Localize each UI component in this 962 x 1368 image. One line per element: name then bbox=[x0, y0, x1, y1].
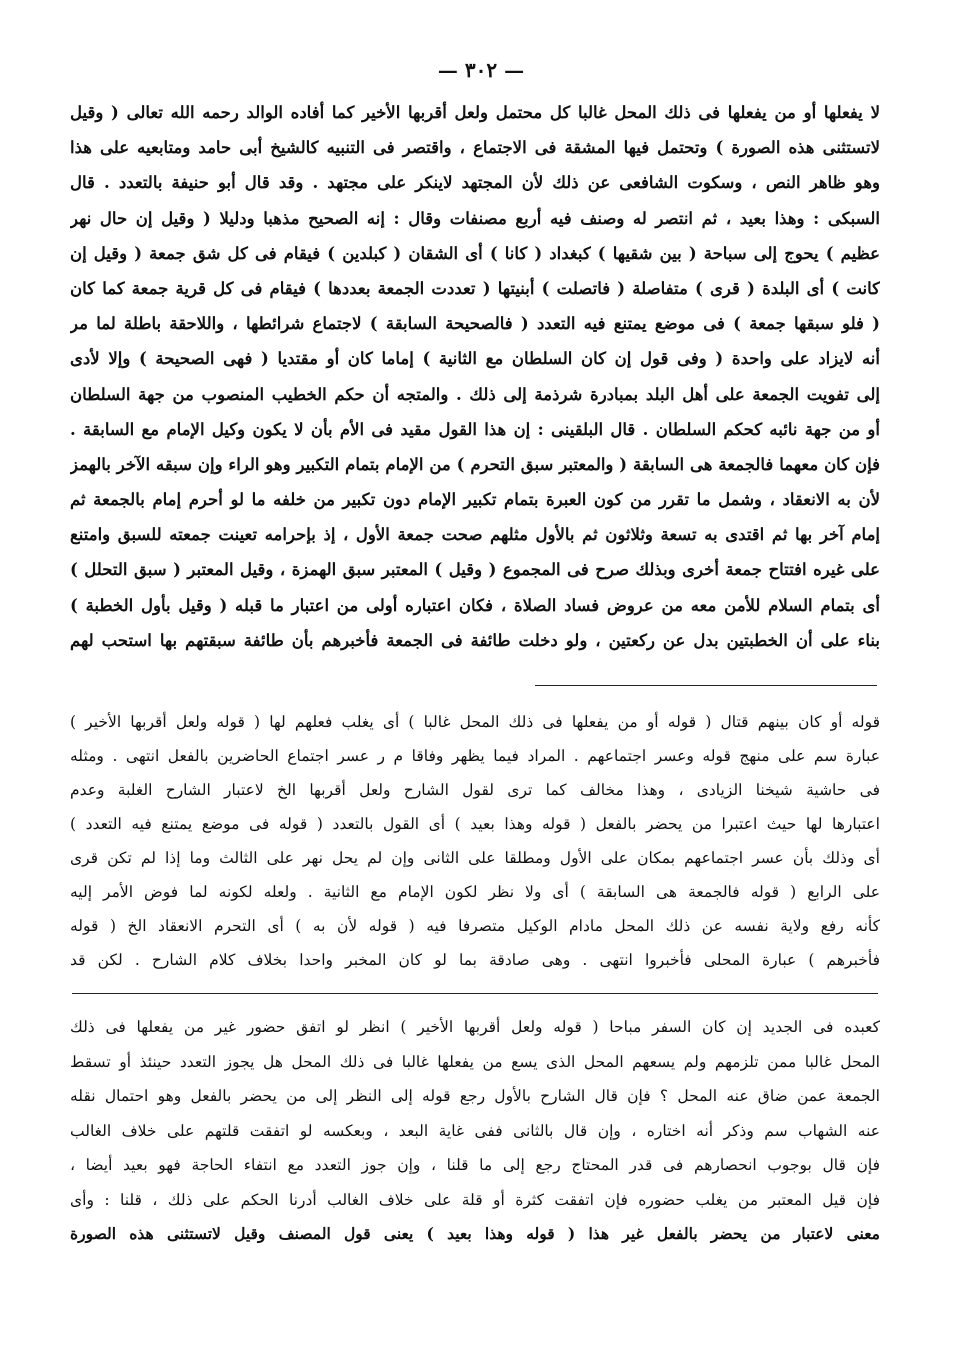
main-text-line: ( فلو سبقها جمعة ) فى موضع يمتنع فيه التعدد ( فالصحيحة السابقة ) لاجتماع شرائطها ، واللاحقة باطلة لما مر bbox=[70, 314, 880, 334]
main-text-line: عظيم ) يحوج إلى سباحة ( بين شقيها ) كبغداد ( كانا ) أى الشقان ( كبلدين ) فيقام فى كل شق جمعة ( وقيل إن bbox=[70, 243, 880, 263]
commentary-line: عنه الشهاب سم وذكر أنه اختاره ، وإن قال بالثانى ففى غاية البعد ، وبعكسه لو اتفقت قلتهم على خلاف الغالب bbox=[70, 1121, 880, 1140]
commentary-line: قوله أو كان بينهم قتال ( قوله أو من يفعلها فى ذلك المحل غالبا ) أى يغلب فعلهم لها ( قوله ولعل أقربها الأخير ) bbox=[70, 713, 880, 731]
main-text-line: لأن به الانعقاد ، وشمل ما تقرر من كون العبرة بتمام تكبير الإمام دون تكبير من خلفه ما لو أحرم إمام بالجمعة ثم bbox=[70, 490, 880, 510]
commentary-line: فأخبرهم ) عبارة المحلى فأخبروا انتهى . وهى صادقة بما لو كان المخبر واحدا بخلاف كلام الشارح . لكن قد bbox=[70, 951, 880, 969]
main-text-line: السبكى : وهذا بعيد ، ثم انتصر له وصنف فيه أربع مصنفات وقال : إنه الصحيح مذهبا ودليلا ( وقيل إن حال نهر bbox=[70, 208, 880, 228]
commentary-line: فإن قيل المعتبر من يغلب حضوره فإن اتفقت كثرة أو قلة على خلاف الغالب أدرنا الحكم على ذلك ، قلنا : وأى bbox=[70, 1190, 880, 1209]
main-text-line: إمام آخر بها ثم اقتدى به تسعة وثلاثون ثم بالأول مثلهم صحت جمعة الأول ، إذ بإحرامه تعينت جمعته للسبق وامتنع bbox=[70, 525, 880, 545]
main-text-line: على غيره افتتاح جمعة أخرى وبذلك صرح فى المجموع ( وقيل ) المعتبر سبق الهمزة ، وقيل المعتبر ( سبق التحلل ) bbox=[70, 560, 880, 580]
commentary-line: فإن قال بوجوب انحصارهم فى قدر المحتاج رجع إلى ما قلنا ، وإن جوز التعدد مع انتفاء الحاجة فهو بعيد أيضا ، bbox=[70, 1156, 880, 1174]
main-text-line: لا يفعلها أو من يفعلها فى ذلك المحل غالبا كل محتمل ولعل أقربها الأخير كما أفاده الوالد رحمه الله تعالى ( وقيل bbox=[70, 103, 880, 122]
page-number: — ٣٠٢ — bbox=[437, 58, 525, 82]
main-text-line: فإن كان معهما فالجمعة هى السابقة ( والمعتبر سبق التحرم ) من الإمام بتمام التكبير وهو الراء وإن سبقه الآخر بالهمز bbox=[70, 454, 880, 474]
footnote-divider bbox=[535, 685, 877, 686]
main-text-line: أو من جهة نائبه كحكم السلطان . قال البلقينى : إن هذا القول مقيد فى الأم بأن لا يكون وكيل الإمام مع السابقة . bbox=[70, 419, 880, 439]
commentary-upper bbox=[70, 705, 880, 977]
main-text-line: لاتستثنى هذه الصورة ) وتحتمل فيها المشقة فى الاجتماع ، واقتصر فى التنبيه كالشيخ أبى حامد ومتابعيه على هذا bbox=[70, 138, 880, 158]
main-text-line: إلى تفويت الجمعة على أهل البلد بمبادرة شرذمة إلى ذلك . والمتجه أن حكم الخطيب المنصوب من جهة السلطان bbox=[70, 384, 880, 404]
main-text-line: بناء على أن الخطبتين بدل عن ركعتين ، ولو دخلت طائفة فى الجمعة فأخبرهم بأن طائفة سبقتهم بها استحب لهم bbox=[70, 630, 880, 650]
section-divider bbox=[72, 993, 878, 994]
commentary-line: المحل غالبا ممن تلزمهم ولم يسعهم المحل الذى يسع من يفعلها غالبا فى ذلك المحل هل يجوز التعدد حينئذ أو تسقط bbox=[70, 1052, 880, 1071]
main-text-line: كانت ) أى البلدة ( قرى ) متفاصلة ( فاتصلت ) أبنيتها ( تعددت الجمعة بعددها ) فيقام فى كل قرية جمعة كما كان bbox=[70, 278, 880, 298]
commentary-line: معنى لاعتبار من يحضر بالفعل غير هذا ( قوله وهذا بعيد ) يعنى قول المصنف وقيل لاتستثنى هذه الصورة bbox=[70, 1224, 880, 1243]
commentary-line: أى وذلك بأن عسر اجتماعهم بمكان على الأول ومطلقا على الثانى وإن لم يحل نهر على الثالث وما إذا لم تكن قرى bbox=[70, 849, 880, 867]
commentary-line: عبارة سم على منهج قوله وعسر اجتماعهم . المراد فيما يظهر وفاقا م ر عسر اجتماع الحاضرين بالفعل انتهى . ومثله bbox=[70, 747, 880, 765]
commentary-line: فى حاشية شيخنا الزيادى ، وهذا مخالف كما ترى لقول الشارح ولعل أقربها الخ لاعتبار الشارح الغلبة وعدم bbox=[70, 781, 880, 799]
commentary-line: اعتبارها لها حيث اعتبرا من يحضر بالفعل ( قوله وهذا بعيد ) أى القول بالتعدد ( قوله فى موضع يمتنع فيه التعدد ) bbox=[70, 815, 880, 833]
commentary-line: كعبده فى الجديد إن كان السفر مباحا ( قوله ولعل أقربها الأخير ) انظر لو اتفق حضور غير من يفعلها فى ذلك bbox=[70, 1018, 880, 1036]
commentary-lower bbox=[70, 1010, 880, 1252]
main-text bbox=[70, 95, 880, 658]
main-text-line: أنه لايزاد على واحدة ( وفى قول إن كان السلطان مع الثانية ) إماما كان أو مقتديا ( فهى الصحيحة ) وإلا لأدى bbox=[70, 349, 880, 369]
commentary-line: كأنه رفع ولاية نفسه عن ذلك المحل مادام الوكيل متصرفا فيه ( قوله لأن به ) أى التحرم الانعقاد الخ ( قوله bbox=[70, 917, 880, 935]
commentary-line: على الرابع ( قوله فالجمعة هى السابقة ) أى ولا نظر لكون الإمام مع الثانية . ولعله لكونه لما فوض الأمر إليه bbox=[70, 883, 880, 901]
commentary-line: الجمعة عمن ضاق عنه المحل ؟ فإن قال الشارح بالأول رجع قوله إلى النظر إلى من يحضر بالفعل وهو احتمال نقله bbox=[70, 1087, 880, 1105]
main-text-line: أى بتمام السلام للأمن معه من عروض فساد الصلاة ، فكان اعتباره أولى من اعتبار ما قبله ( وقيل بأول الخطبة ) bbox=[70, 595, 880, 615]
main-text-line: وهو ظاهر النص ، وسكوت الشافعى عن ذلك لأن المجتهد لاينكر على مجتهد . وقد قال أبو حنيفة بالتعدد . قال bbox=[70, 173, 880, 193]
